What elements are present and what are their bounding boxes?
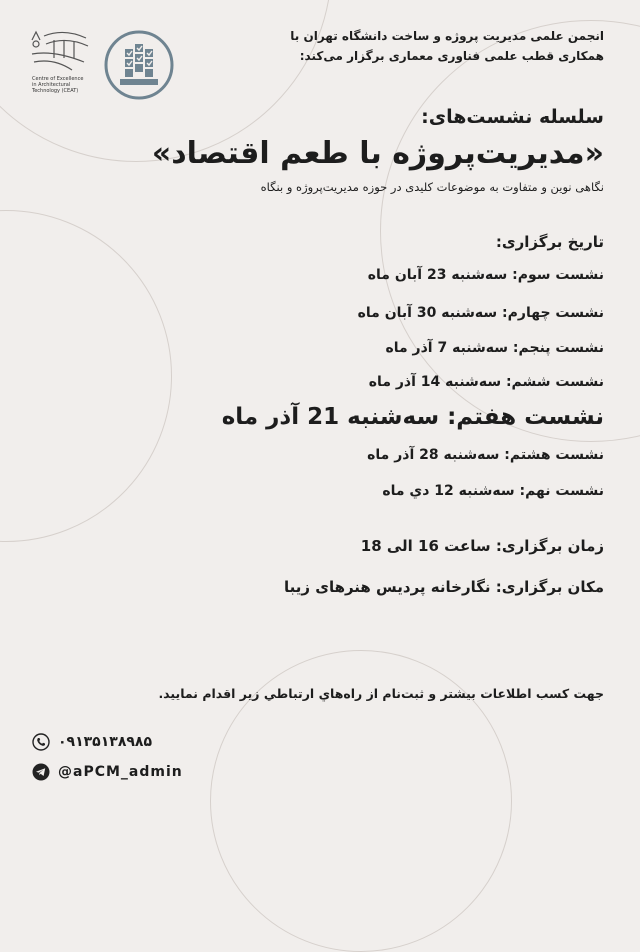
telegram-handle[interactable]: @aPCM_admin <box>58 764 183 780</box>
session-5: نشست پنجم: سه‌شنبه 7 آذر ماه <box>385 340 604 356</box>
session-4: نشست چهارم: سه‌شنبه 30 آبان ماه <box>357 305 604 321</box>
ceat-logo-text-2: in Architectural <box>32 82 71 88</box>
intro-line-2: همکاری قطب علمی فناوری معماری برگزار می‌کند: <box>299 49 604 63</box>
series-subtitle: نگاهی نوین و متفاوت به موضوعات کلیدی در حوزه مدیریت‌پروژه و بنگاه <box>260 180 604 194</box>
phone-contact[interactable] <box>32 733 152 751</box>
apcm-logo <box>104 30 174 100</box>
footer-note: جهت کسب اطلاعات بیشتر و ثبت‌نام از راه‌هاي ارتباطي زير اقدام نماييد. <box>158 686 604 701</box>
session-3: نشست سوم: سه‌شنبه 23 آبان ماه <box>367 267 604 283</box>
event-venue: مکان برگزاری: نگارخانه پردیس هنرهای زیبا <box>283 578 604 596</box>
session-7-highlight: نشست هفتم: سه‌شنبه 21 آذر ماه <box>221 404 604 430</box>
ceat-logo-text-3: Technology (CEAT) <box>32 88 79 94</box>
ceat-logo-text-1: Centre of Excellence <box>32 76 84 82</box>
event-time: زمان برگزاری: ساعت 16 الی 18 <box>360 537 604 555</box>
ceat-logo <box>24 28 98 100</box>
series-title: «مدیریت‌پروژه با طعم اقتصاد» <box>151 136 604 171</box>
decor-circle-left <box>0 210 172 542</box>
telegram-icon <box>32 763 50 781</box>
phone-number[interactable]: ۰۹۱۳۵۱۳۸۹۸۵ <box>58 734 152 750</box>
phone-icon <box>32 733 50 751</box>
session-6: نشست ششم: سه‌شنبه 14 آذر ماه <box>368 374 604 390</box>
telegram-contact[interactable] <box>32 763 183 781</box>
intro-line-1: انجمن علمی مدیریت پروژه و ساخت دانشگاه تهران با <box>290 29 604 43</box>
date-label: تاریخ برگزاری: <box>495 233 604 251</box>
session-9: نشست نهم: سه‌شنبه 12 دي ماه <box>382 483 604 499</box>
intro-text <box>284 26 604 66</box>
session-8: نشست هشتم: سه‌شنبه 28 آذر ماه <box>367 447 604 463</box>
series-label: سلسله نشست‌های: <box>421 106 604 128</box>
